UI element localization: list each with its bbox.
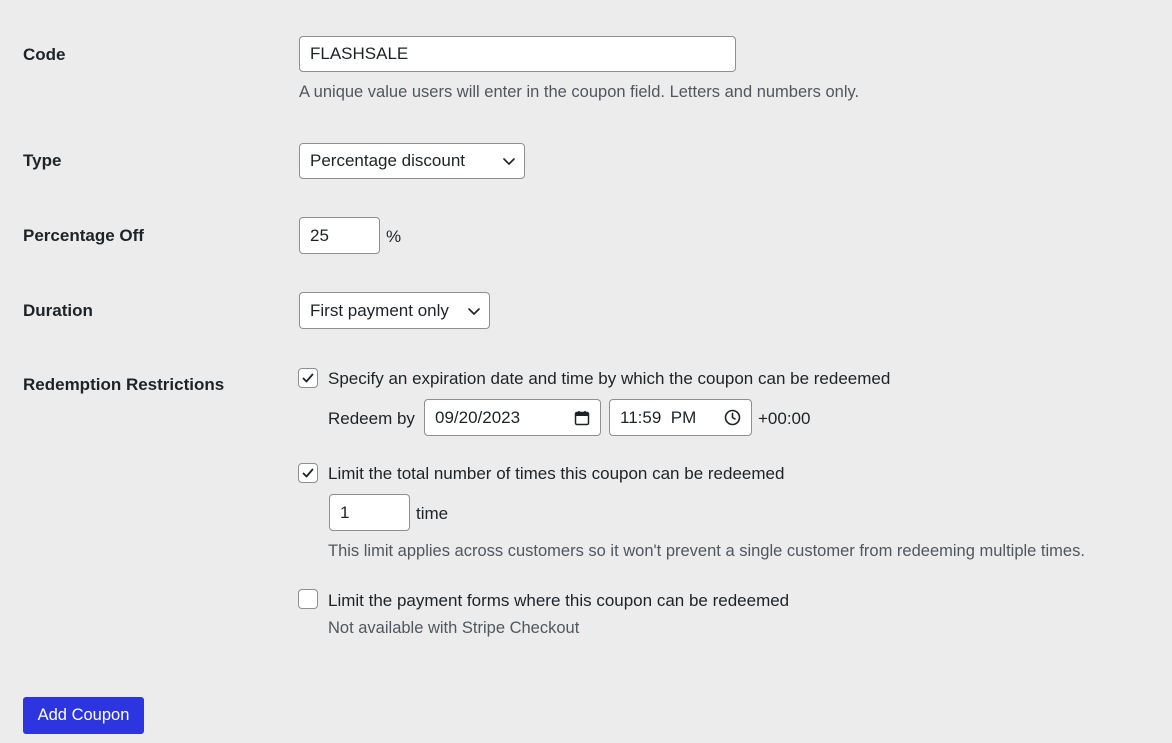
percentage-label: Percentage Off — [23, 226, 144, 245]
checkmark-icon — [301, 466, 315, 480]
limit-forms-checkbox[interactable] — [298, 589, 318, 609]
percentage-unit: % — [386, 227, 402, 246]
calendar-icon[interactable] — [574, 410, 590, 426]
percentage-input-value: 25 — [310, 225, 329, 245]
code-label: Code — [23, 45, 66, 64]
limit-total-checkbox-label[interactable]: Limit the total number of times this coupon can be redeemed — [328, 464, 785, 483]
timezone-label: +00:00 — [758, 409, 811, 428]
restrictions-label: Redemption Restrictions — [23, 375, 225, 394]
type-label: Type — [23, 151, 62, 170]
type-select[interactable] — [299, 143, 525, 179]
redeem-time-input[interactable] — [609, 399, 752, 436]
limit-total-input-value: 1 — [340, 502, 350, 522]
duration-label: Duration — [23, 301, 93, 320]
duration-select-value: First payment only — [310, 300, 449, 320]
redeem-date-input[interactable] — [424, 399, 601, 436]
limit-forms-help-text: Not available with Stripe Checkout — [328, 619, 580, 637]
limit-total-checkbox[interactable] — [298, 463, 318, 483]
chevron-down-icon — [459, 304, 481, 318]
type-select-value: Percentage discount — [310, 151, 465, 170]
redeem-date-value: 09/20/2023 — [435, 407, 521, 427]
code-help-text: A unique value users will enter in the coupon field. Letters and numbers only. — [299, 83, 860, 101]
clock-icon[interactable] — [724, 409, 741, 426]
checkmark-icon — [301, 371, 315, 385]
redeem-time-value: 11:59 PM — [620, 407, 697, 427]
limit-total-help-text: This limit applies across customers so it won't prevent a single customer from redeeming multiple times. — [328, 542, 1085, 560]
limit-forms-checkbox-label[interactable]: Limit the payment forms where this coupon can be redeemed — [328, 591, 790, 610]
limit-total-input[interactable] — [329, 494, 410, 531]
code-input[interactable] — [299, 36, 736, 72]
limit-total-unit: time — [416, 504, 449, 523]
duration-select[interactable] — [299, 292, 490, 329]
redeem-by-label: Redeem by — [328, 409, 415, 428]
code-input-value: FLASHSALE — [310, 44, 409, 63]
expiration-checkbox-label[interactable]: Specify an expiration date and time by which the coupon can be redeemed — [328, 369, 891, 388]
chevron-down-icon — [494, 154, 516, 168]
percentage-input[interactable] — [299, 217, 380, 254]
add-coupon-button[interactable]: Add Coupon — [23, 697, 144, 734]
expiration-checkbox[interactable] — [298, 368, 318, 388]
